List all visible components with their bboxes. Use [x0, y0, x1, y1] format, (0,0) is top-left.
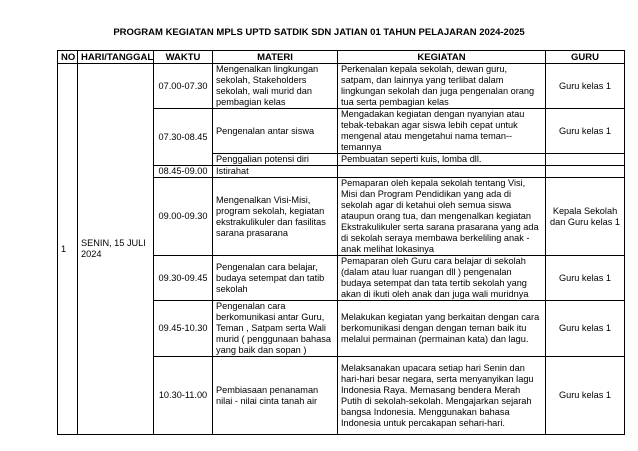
time-cell: 07.00-07.30 — [154, 64, 213, 109]
table-row — [58, 64, 625, 109]
time-cell: 09.45-10.30 — [154, 301, 213, 357]
time-cell: 07.30-08.45 — [154, 109, 213, 166]
time-cell: 10.30-11.00 — [154, 357, 213, 435]
material-cell: Pengenalan cara berkomunikasi antar Guru, Teman , Satpam serta Wali murid ( penggunaan bahasa yang baik dan sopan ) — [213, 301, 338, 357]
material-cell: Pembiasaan penanaman nilai - nilai cinta tanah air — [213, 357, 338, 435]
row-day: SENIN, 15 JULI 2024 — [78, 64, 154, 435]
header-no: NO — [58, 51, 78, 64]
header-day: HARI/TANGGAL — [78, 51, 154, 64]
teacher-cell: Guru kelas 1 — [546, 357, 625, 435]
activity-cell: Pemaparan oleh kepala sekolah tentang Visi, Misi dan Program Pendidikan yang ada di sekolah agar di ketahui oleh semua siswa ataupun orang tua, dan mengenalkan kegiatan Ekstrakulikuler serta sarana prasarana yang ada di sekolah seraya membawa berkeliling anak - anak melihat lokasinya — [338, 178, 546, 256]
material-cell: Penggalian potensi diri — [213, 154, 338, 166]
document-title: PROGRAM KEGIATAN MPLS UPTD SATDIK SDN JATIAN 01 TAHUN PELAJARAN 2024-2025 — [113, 27, 525, 38]
header-material: MATERI — [213, 51, 338, 64]
teacher-cell — [546, 166, 625, 178]
time-cell: 09.00-09.30 — [154, 178, 213, 256]
header-time: WAKTU — [154, 51, 213, 64]
row-number: 1 — [58, 64, 78, 435]
material-cell: Istirahat — [213, 166, 338, 178]
teacher-cell — [546, 154, 625, 166]
activity-cell: Pemaparan oleh Guru cara belajar di sekolah (dalam atau luar ruangan dll ) pengenalan budaya setempat dan tata tertib sekolah yang akan di ikuti oleh anak dan juga wali muridnya — [338, 256, 546, 301]
activity-cell: Perkenalan kepala sekolah, dewan guru, satpam, dan lainnya yang terlibat dalam lingkungan sekolah dan juga pengenalan orang tua serta pembagian kelas — [338, 64, 546, 109]
material-cell: Mengenalkan Visi-Misi, program sekolah, kegiatan ekstrakulikuler dan fasilitas sarana prasarana — [213, 178, 338, 256]
activity-cell: Melakukan kegiatan yang berkaitan dengan cara berkomunikasi dengan dengan teman baik itu melalui permainan (permainan kata) dan lagu. — [338, 301, 546, 357]
teacher-cell: Kepala Sekolah dan Guru kelas 1 — [546, 178, 625, 256]
header-activity: KEGIATAN — [338, 51, 546, 64]
activity-cell — [338, 166, 546, 178]
teacher-cell: Guru kelas 1 — [546, 64, 625, 109]
material-cell: Mengenalkan lingkungan sekolah, Stakeholders sekolah, wali murid dan pembagian kelas — [213, 64, 338, 109]
teacher-cell: Guru kelas 1 — [546, 301, 625, 357]
teacher-cell: Guru kelas 1 — [546, 256, 625, 301]
header-teacher: GURU — [546, 51, 625, 64]
time-cell: 08.45-09.00 — [154, 166, 213, 178]
activity-cell: Melaksanakan upacara setiap hari Senin dan hari-hari besar negara, serta menyanyikan lagu Indonesia Raya. Memasang bendera Merah Putih di sekolah-sekolah. Mengajarkan sejarah bangsa Indonesia. Menggunakan bahasa Indonesia untuk percakapan sehari-hari. — [338, 357, 546, 435]
material-cell: Pengenalan antar siswa — [213, 109, 338, 154]
teacher-cell: Guru kelas 1 — [546, 109, 625, 154]
schedule-table — [57, 50, 625, 435]
table-header-row — [58, 51, 625, 64]
time-cell: 09.30-09.45 — [154, 256, 213, 301]
activity-cell: Pembuatan seperti kuis, lomba dll. — [338, 154, 546, 166]
material-cell: Pengenalan cara belajar, budaya setempat dan tatib sekolah — [213, 256, 338, 301]
activity-cell: Mengadakan kegiatan dengan nyanyian atau tebak-tebakan agar siswa lebih cepat untuk mengenal atau mengetahui nama teman-- temannya — [338, 109, 546, 154]
